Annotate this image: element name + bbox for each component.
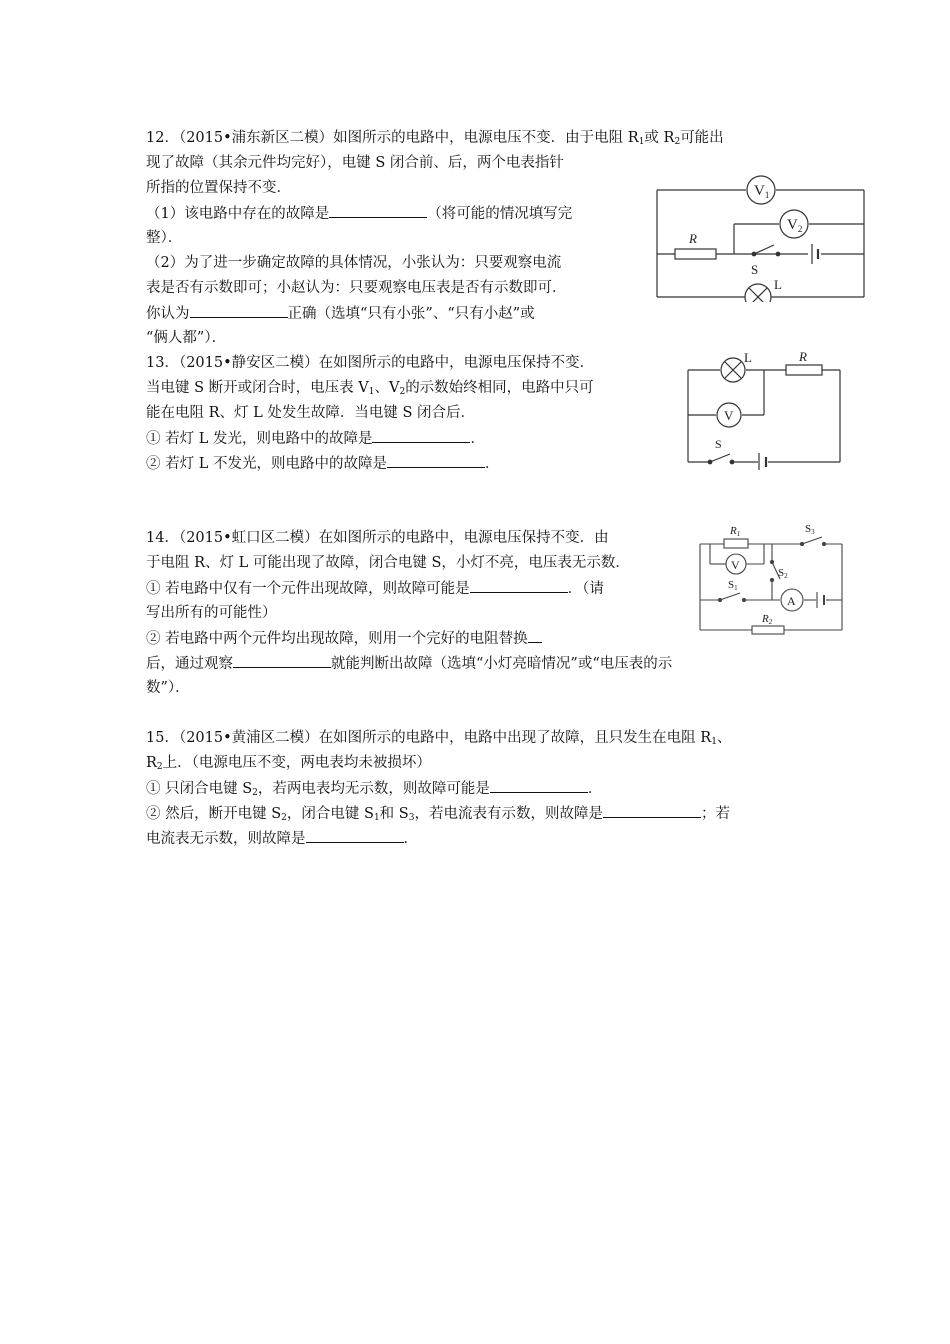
q14-circuit-diagram <box>692 518 850 636</box>
answer-blank[interactable] <box>528 628 542 643</box>
r2-label: R2 <box>762 613 773 626</box>
resistor-icon <box>786 365 822 375</box>
q12-line-6: （2）为了进一步确定故障的具体情况，小张认为：只要观察电流 <box>146 255 562 271</box>
switch-label: S <box>751 262 759 277</box>
lamp-label: L <box>774 277 782 292</box>
q13-circuit-diagram <box>680 350 850 470</box>
answer-blank[interactable] <box>490 778 588 793</box>
q14-line-3: ① 若电路中仅有一个元件出现故障，则故障可能是 ．（请 <box>146 578 604 599</box>
q12-line-2: 现了故障（其余元件均完好），电键 S 闭合前、后，两个电表指针 <box>146 155 564 171</box>
answer-blank[interactable] <box>372 428 470 443</box>
q14-line-7: 数”）． <box>146 680 190 696</box>
switch-icon <box>708 454 734 464</box>
s2-label: S2 <box>778 567 788 580</box>
q14-line-6: 后，通过观察 就能判断出故障（选填“小灯亮暗情况”或“电压表的示 <box>146 653 672 674</box>
switch-s1-icon <box>718 593 745 602</box>
battery-icon <box>759 453 766 470</box>
q12-line-4: （1）该电路中存在的故障是 （将可能的情况填写完 <box>146 203 572 224</box>
q15-line-2: $R_2$上．（电源电压不变，两电表均未被损坏） <box>146 755 431 772</box>
resistor-r2-icon <box>752 626 784 634</box>
answer-blank[interactable] <box>233 653 331 668</box>
q13-line-3: 能在电阻 R、灯 L 处发生故障．当电键 S 闭合后． <box>146 405 476 421</box>
answer-blank[interactable] <box>190 303 288 318</box>
q12-circuit-diagram <box>650 172 870 302</box>
ammeter-label: A <box>787 594 796 608</box>
voltmeter-label: V <box>724 408 734 423</box>
q14-line-2: 于电阻 R、灯 L 可能出现了故障，闭合电键 S，小灯不亮，电压表无示数． <box>146 555 630 571</box>
q13-line-5: ② 若灯 L 不发光，则电路中的故障是 ． <box>146 453 499 474</box>
switch-label: S <box>715 437 722 451</box>
q12-line-5: 整）． <box>146 230 183 246</box>
q14-line-5: ② 若电路中两个元件均出现故障，则用一个完好的电阻替换 <box>146 628 542 649</box>
battery-icon <box>808 244 821 264</box>
r1-label: R1 <box>730 525 741 538</box>
q15-line-1: 15．（2015•黄浦区二模）在如图所示的电路中，电路中出现了故障，且只发生在电阻 $R_1$、 <box>146 730 732 747</box>
battery-icon <box>817 592 824 608</box>
voltmeter-label: V <box>731 558 740 572</box>
s1-label: S1 <box>728 579 738 592</box>
q13-line-1: 13．（2015•静安区二模）在如图所示的电路中，电源电压保持不变． <box>146 355 595 371</box>
resistor-icon <box>675 249 716 259</box>
switch-s3-icon <box>800 537 825 546</box>
q14-line-1: 14．（2015•虹口区二模）在如图所示的电路中，电源电压保持不变．由 <box>146 530 609 546</box>
lamp-icon <box>745 284 771 302</box>
q12-line-9: “俩人都”）． <box>146 330 227 346</box>
answer-blank[interactable] <box>387 453 485 468</box>
resistor-label: R <box>799 350 807 364</box>
resistor-r1-icon <box>724 539 748 548</box>
answer-blank[interactable] <box>329 203 427 218</box>
answer-blank[interactable] <box>470 578 568 593</box>
q12-line-7: 表是否有示数即可；小赵认为：只要观察电压表是否有示数即可． <box>146 280 567 296</box>
q14-line-4: 写出所有的可能性） <box>146 605 277 621</box>
q12-line-3: 所指的位置保持不变． <box>146 180 291 196</box>
answer-blank[interactable] <box>306 828 404 843</box>
s3-label: S3 <box>805 523 815 536</box>
q15-line-5: 电流表无示数，则故障是 ． <box>146 828 418 849</box>
q15-line-4: ② 然后，断开电键 $S_2$，闭合电键 $S_1$和 $S_3$，若电流表有示数，则故障是 ；若 <box>146 803 730 824</box>
q12-line-1: 12．（2015•浦东新区二模）如图所示的电路中，电源电压不变．由于电阻 $R_1$或 $R_2$可能出 <box>146 130 724 147</box>
q12-line-8: 你认为 正确（选填“只有小张”、“只有小赵”或 <box>146 303 535 324</box>
v2-label: $V_2$ <box>787 217 803 234</box>
resistor-label: R <box>689 231 697 246</box>
v1-label: $V_1$ <box>754 183 770 200</box>
answer-blank[interactable] <box>603 803 701 818</box>
lamp-label: L <box>744 350 752 365</box>
q13-line-4: ① 若灯 L 发光，则电路中的故障是 ． <box>146 428 485 449</box>
q13-line-2: 当电键 S 断开或闭合时，电压表 $V_1$、$V_2$的示数始终相同，电路中只可 <box>146 380 594 397</box>
q15-line-3: ① 只闭合电键 $S_2$，若两电表均无示数，则故障可能是 ． <box>146 778 602 799</box>
lamp-icon <box>721 358 745 382</box>
